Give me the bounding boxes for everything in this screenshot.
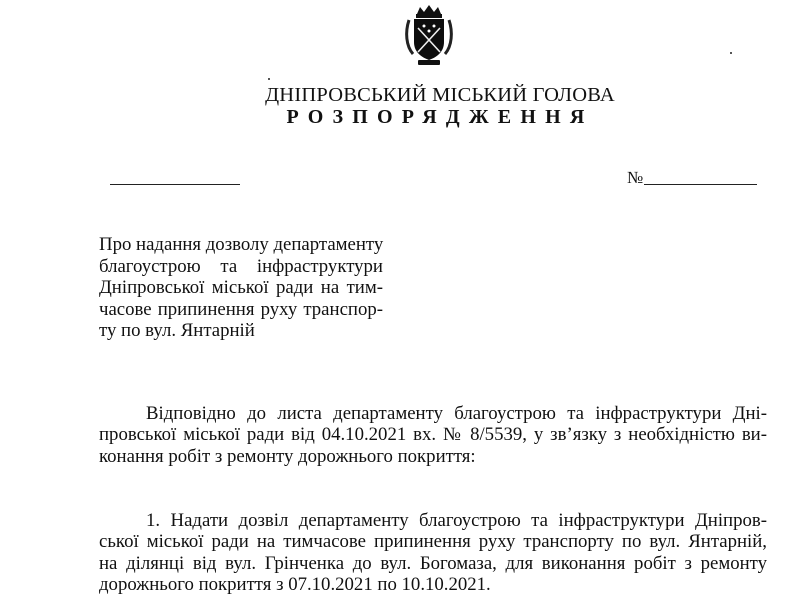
- scan-speck: [730, 52, 732, 54]
- subject-line: Про надання дозволу департаменту: [99, 234, 384, 255]
- preamble-paragraph: [99, 403, 767, 467]
- scan-speck: [268, 78, 270, 80]
- paragraph-line: 1. Надати дозвіл департаменту благоустрою та інфраструктури Дніпров-: [146, 510, 767, 531]
- date-field: [110, 184, 240, 185]
- paragraph-line: конання робіт з ремонту дорожнього покриття:: [99, 445, 476, 467]
- item-1-paragraph: [99, 510, 767, 595]
- paragraph-line: Відповідно до листа департаменту благоустрою та інфраструктури Дні-: [146, 403, 767, 424]
- document-type-heading: РОЗПОРЯДЖЕННЯ: [286, 106, 594, 128]
- number-field: [627, 166, 757, 188]
- number-blank-line: [644, 184, 757, 185]
- paragraph-line: провської міської ради від 04.10.2021 вх. № 8/5539, у зв’язку з необхідністю ви-: [99, 424, 767, 446]
- subject-line: благоустрою та інфраструктури: [99, 255, 383, 277]
- number-sign: №: [627, 168, 644, 187]
- paragraph-line: на ділянці від вул. Грінченка до вул. Богомаза, для виконання робіт з ремонту: [99, 552, 767, 574]
- dnipro-coat-of-arms-icon: [403, 4, 455, 66]
- subject-line: часове припинення руху транспор-: [99, 298, 383, 320]
- paragraph-line: дорожнього покриття з 07.10.2021 по 10.10.2021.: [99, 573, 491, 595]
- subject-line: ту по вул. Янтарній: [99, 320, 255, 342]
- mayor-title: ДНІПРОВСЬКИЙ МІСЬКИЙ ГОЛОВА: [265, 84, 615, 106]
- paragraph-line: ської міської ради на тимчасове припинення руху транспорту по вул. Янтарній,: [99, 531, 767, 553]
- document-subject: [99, 234, 383, 342]
- subject-line: Дніпровської міської ради на тим-: [99, 277, 383, 299]
